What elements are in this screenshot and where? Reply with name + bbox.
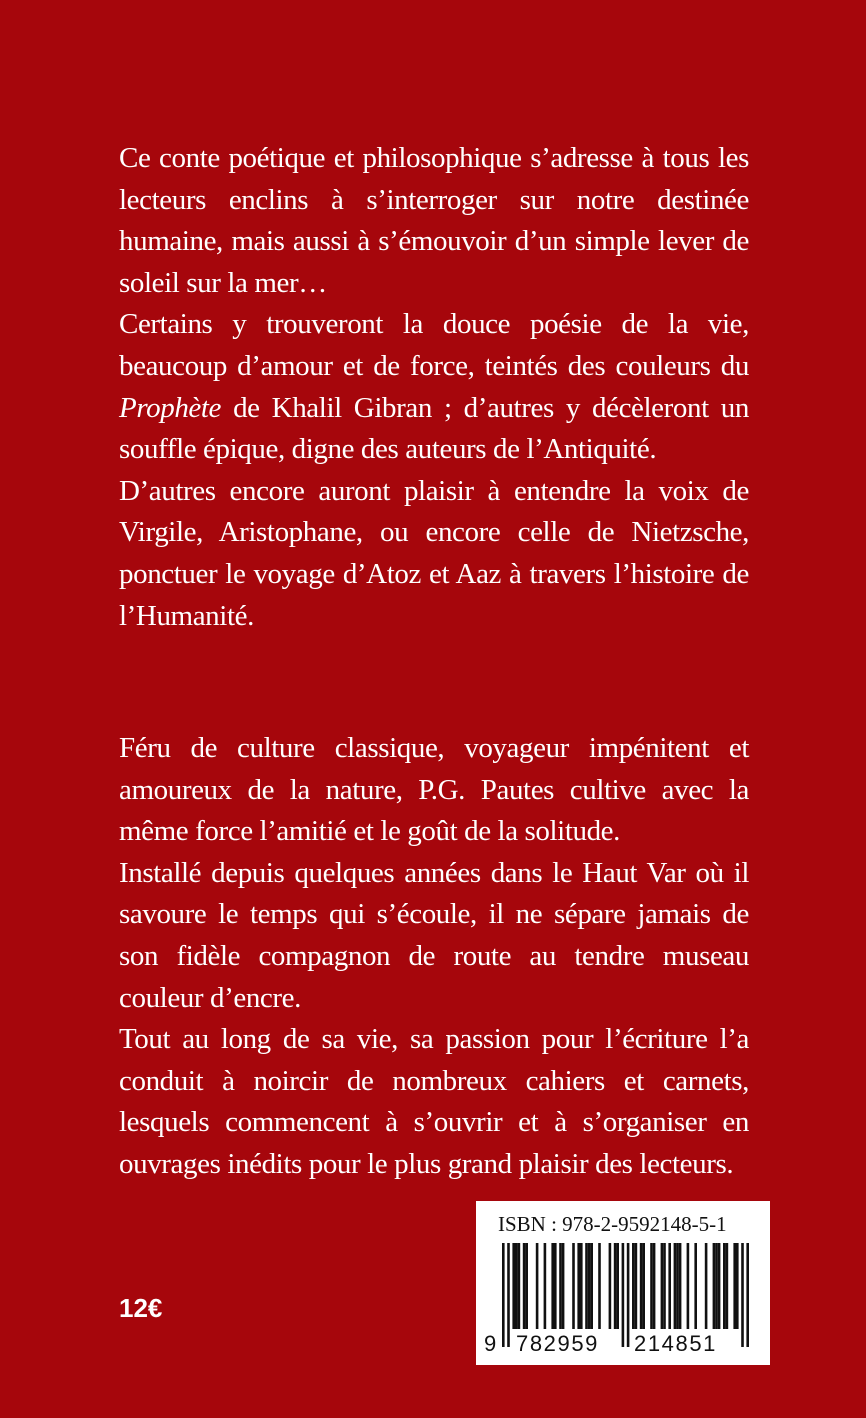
barcode-bar <box>705 1243 708 1329</box>
barcode-digits-right: 214851 <box>634 1331 718 1356</box>
author-paragraph-3: Tout au long de sa vie, sa passion pour l’écriture l’a conduit à noircir de nombreux cahiers et carnets, lesquels commencent à s’ouvrir et à s’organiser en ouvrages inédits pour le plus grand plaisir des lecteurs. <box>119 1023 749 1180</box>
barcode-bar <box>640 1243 643 1329</box>
barcode-bar <box>525 1243 528 1329</box>
author-bio <box>119 728 749 1186</box>
barcode-bar <box>687 1243 690 1329</box>
barcode-bar <box>580 1243 583 1329</box>
barcode-bar <box>736 1243 739 1329</box>
barcode-digits-left: 782959 <box>516 1331 600 1356</box>
barcode-guard-bar <box>741 1243 744 1347</box>
barcode-bar <box>616 1243 619 1329</box>
barcode-bar <box>653 1243 656 1329</box>
summary-paragraph-2-start: Certains y trouveront la douce poésie de la vie, beaucoup d’amour et de force, teintés des couleurs du <box>119 308 749 382</box>
barcode-bar <box>554 1243 557 1329</box>
barcode-bar <box>559 1243 562 1329</box>
barcode-guard-bar <box>627 1243 630 1347</box>
barcode-bar <box>726 1243 729 1329</box>
barcode-bar <box>585 1243 588 1329</box>
barcode-bar <box>674 1243 677 1329</box>
barcode-bar <box>551 1243 554 1329</box>
author-paragraph-1: Féru de culture classique, voyageur impénitent et amoureux de la nature, P.G. Pautes cultive avec la même force l’amitié et le goût de la solitude. <box>119 732 749 848</box>
barcode-bar <box>523 1243 526 1329</box>
barcode-bar <box>614 1243 617 1329</box>
barcode-bar <box>694 1243 697 1329</box>
book-title-reference: Prophète <box>119 391 222 424</box>
summary-paragraph-1: Ce conte poétique et philosophique s’adresse à tous les lecteurs enclins à s’interroger sur notre destinée humaine, mais aussi à s’émouvoir d’un simple lever de soleil sur la mer… <box>119 142 749 299</box>
barcode-bar <box>536 1243 539 1329</box>
barcode-bar <box>588 1243 591 1329</box>
barcode-bar <box>679 1243 682 1329</box>
barcode-bar <box>598 1243 601 1329</box>
summary-paragraph-3: D’autres encore auront plaisir à entendre la voix de Virgile, Aristophane, ou encore celle de Nietzsche, ponctuer le voyage d’Atoz et Aaz à travers l’histoire de l’Humanité. <box>119 474 749 632</box>
barcode-guard-bar <box>746 1243 749 1347</box>
isbn-barcode-box <box>476 1201 770 1365</box>
isbn-number: ISBN : 978-2-9592148-5-1 <box>498 1212 727 1236</box>
barcode-bar <box>635 1243 638 1329</box>
book-summary <box>119 138 749 637</box>
barcode-bar <box>609 1243 612 1329</box>
barcode-bar <box>562 1243 565 1329</box>
summary-paragraph-2 <box>119 304 749 470</box>
barcode-bar <box>715 1243 718 1329</box>
barcode-bar <box>713 1243 716 1329</box>
barcode-bar <box>515 1243 518 1329</box>
barcode-digit-lead: 9 <box>484 1331 498 1356</box>
barcode-bar <box>512 1243 515 1329</box>
barcode-bar <box>577 1243 580 1329</box>
barcode-bar <box>663 1243 666 1329</box>
barcode-guard-bar <box>502 1243 505 1347</box>
barcode-bar <box>650 1243 653 1329</box>
barcode-guard-bar <box>507 1243 510 1347</box>
barcode-bar <box>544 1243 547 1329</box>
barcode-bar <box>518 1243 521 1329</box>
barcode-bar <box>668 1243 671 1329</box>
author-paragraph-2: Installé depuis quelques années dans le Haut Var où il savoure le temps qui s’écoule, il ne sépare jamais de son fidèle compagnon de route au tendre museau couleur d’encre. <box>119 856 749 1014</box>
barcode-bar <box>723 1243 726 1329</box>
barcode-bar <box>718 1243 721 1329</box>
barcode-bar <box>590 1243 593 1329</box>
barcode-bar <box>676 1243 679 1329</box>
barcode-guard-bar <box>622 1243 625 1347</box>
barcode-bar <box>632 1243 635 1329</box>
price-label: 12€ <box>119 1293 163 1323</box>
summary-paragraph-2-end: de Khalil Gibran ; d’autres y décèleront un souffle épique, digne des auteurs de l’Antiquité. <box>119 391 749 466</box>
barcode-bar <box>733 1243 736 1329</box>
barcode-bar <box>661 1243 664 1329</box>
barcode-bar <box>572 1243 575 1329</box>
barcode-bar <box>642 1243 645 1329</box>
